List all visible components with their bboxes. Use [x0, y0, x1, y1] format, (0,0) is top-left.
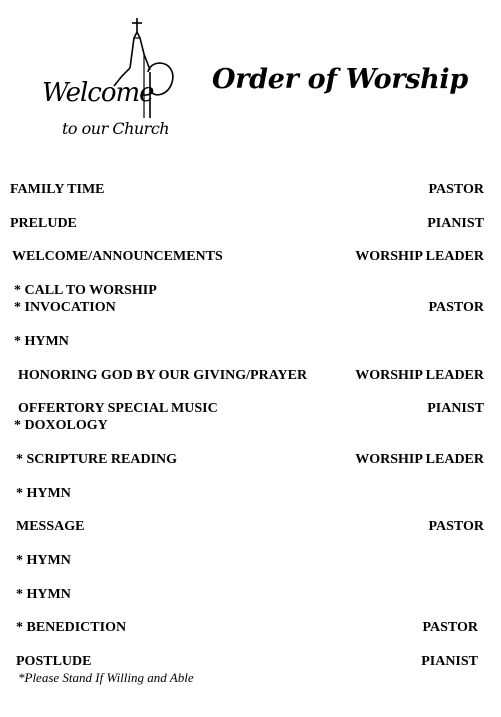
- program-role: PIANIST: [421, 654, 478, 669]
- program-item: * CALL TO WORSHIP: [14, 283, 157, 298]
- logo-subtitle-text: to our Church: [62, 119, 170, 138]
- program-row: [0, 282, 501, 299]
- program-role: WORSHIP LEADER: [355, 249, 484, 264]
- program-item: * INVOCATION: [14, 300, 116, 315]
- program-role: PASTOR: [428, 182, 484, 197]
- program-item: * HYMN: [16, 486, 71, 501]
- program-role: PASTOR: [428, 300, 484, 315]
- program-item: HONORING GOD BY OUR GIVING/PRAYER: [18, 368, 308, 383]
- program-role: WORSHIP LEADER: [355, 368, 484, 383]
- program-role: PIANIST: [427, 216, 484, 231]
- logo-welcome-text: Welcome: [42, 78, 154, 108]
- program-item: MESSAGE: [16, 519, 85, 534]
- program-item: WELCOME/ANNOUNCEMENTS: [12, 249, 223, 264]
- program-row: [0, 333, 501, 350]
- program-row: [0, 417, 501, 434]
- program-item: * HYMN: [14, 334, 69, 349]
- program-item: * DOXOLOGY: [14, 418, 108, 433]
- program-row: [0, 619, 501, 636]
- church-logo: [38, 14, 178, 146]
- program-item: * HYMN: [16, 587, 71, 602]
- page-title: Order of Worship: [212, 64, 468, 95]
- program-item: OFFERTORY SPECIAL MUSIC: [18, 401, 218, 416]
- stand-footnote: *Please Stand If Willing and Able: [18, 670, 194, 685]
- program-row: [0, 367, 501, 384]
- program-item: * BENEDICTION: [16, 620, 127, 635]
- program-row: [0, 552, 501, 569]
- program-role: PASTOR: [428, 519, 484, 534]
- program-row: [0, 653, 501, 670]
- program-row: [0, 586, 501, 603]
- program-row: [0, 215, 501, 232]
- program-item: FAMILY TIME: [10, 182, 105, 197]
- program-role: PASTOR: [422, 620, 478, 635]
- program-item: * HYMN: [16, 553, 71, 568]
- program-row: [0, 451, 501, 468]
- program-role: PIANIST: [427, 401, 484, 416]
- program-item: PRELUDE: [10, 216, 77, 231]
- program-row: [0, 518, 501, 535]
- program-row: [0, 485, 501, 502]
- program-row: [0, 181, 501, 198]
- program-item: POSTLUDE: [16, 654, 92, 669]
- program-row: [0, 400, 501, 417]
- program-row: [0, 299, 501, 316]
- program-row: [0, 248, 501, 265]
- program-item: * SCRIPTURE READING: [16, 452, 178, 467]
- program-role: WORSHIP LEADER: [355, 452, 484, 467]
